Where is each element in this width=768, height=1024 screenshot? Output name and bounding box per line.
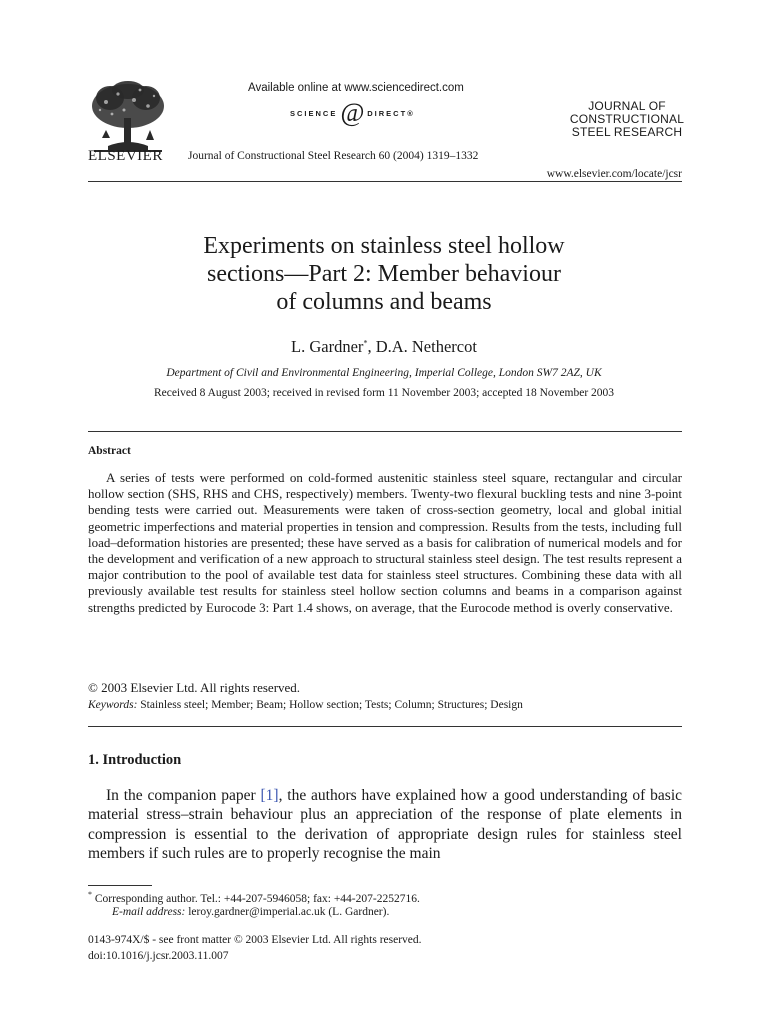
journal-citation: Journal of Constructional Steel Research 60 (2004) 1319–1332: [188, 150, 479, 162]
title-line: Experiments on stainless steel hollow: [203, 233, 565, 259]
email-address[interactable]: leroy.gardner@imperial.ac.uk (L. Gardner).: [188, 906, 390, 918]
footnote-rule: [88, 885, 152, 886]
keywords-list: Stainless steel; Member; Beam; Hollow section; Tests; Column; Structures; Design: [140, 699, 523, 711]
journal-name-line: CONSTRUCTIONAL: [569, 112, 685, 126]
keywords: [88, 699, 523, 711]
doi-line[interactable]: doi:10.1016/j.jcsr.2003.11.007: [88, 950, 229, 962]
journal-name-line: JOURNAL OF: [588, 99, 666, 113]
intro-text: , the authors have explained how a good understanding of basic material stress–strain behaviour plus an appreciation of the response of plate elements in compression is essential to the derivation of appropriate design rules for stainless steel members if such rules are to properly recognise the main: [88, 787, 682, 862]
available-online-text: Available online at www.sciencedirect.com: [248, 82, 464, 94]
affiliation: Department of Civil and Environmental Engineering, Imperial College, London SW7 2AZ, UK: [166, 367, 602, 379]
title-line: of columns and beams: [276, 289, 492, 315]
author-name: L. Gardner: [291, 337, 364, 356]
abstract-copyright: © 2003 Elsevier Ltd. All rights reserved.: [88, 680, 301, 695]
intro-text: In the companion paper: [106, 787, 261, 804]
corresponding-mark[interactable]: *: [363, 338, 368, 348]
footnote-corresponding: [88, 890, 420, 905]
journal-url[interactable]: www.elsevier.com/locate/jcsr: [546, 168, 682, 180]
sd-registered-mark: ®: [407, 108, 415, 118]
footnote-mark: *: [88, 890, 92, 899]
footnote-text: Corresponding author. Tel.: +44-207-5946058; fax: +44-207-2252716.: [94, 892, 420, 905]
abstract-heading: Abstract: [88, 445, 131, 457]
author-separator: ,: [367, 337, 376, 356]
header-rule: [88, 181, 682, 182]
intro-paragraph: [88, 786, 682, 863]
sciencedirect-logo: [290, 100, 415, 126]
authors: [100, 337, 668, 357]
issn-line: 0143-974X/$ - see front matter © 2003 Elsevier Ltd. All rights reserved.: [88, 934, 422, 946]
publisher-name: ELSEVIER: [88, 148, 163, 164]
sd-right-word: DIRECT: [367, 108, 408, 118]
title-line: sections—Part 2: Member behaviour: [207, 261, 561, 287]
abstract-text: A series of tests were performed on cold-formed austenitic stainless steel square, rectangular and circular hollow section (SHS, RHS and CHS, respectively) members. Twenty-two flexural buckling tests and nine 3-point bending tests were carried out. Measurements were taken of cross-section geometry, local and global initial geometric imperfections and material properties in tension and compression. Results from the tests, including full load–deformation histories are presented; these have served as a basis for calibration of numerical models and for the development and verification of a new approach to structural stainless steel design. The test results represent a major contribution to the pool of available test data for stainless steel structures. Combining these data with all previously available test results for stainless steel hollow section columns and beams in a comparison against strengths predicted by Eurocode 3: Part 1.4 shows, on average, that the Eurocode method is overly conservative.: [88, 470, 682, 615]
sd-left-word: SCIENCE: [290, 108, 338, 118]
footnote-email: [112, 906, 389, 918]
article-title: [100, 232, 668, 316]
keywords-label: Keywords:: [88, 699, 138, 711]
section-heading: 1. Introduction: [88, 752, 182, 768]
sd-at-icon: @: [340, 98, 365, 127]
abstract-bottom-rule: [88, 726, 682, 727]
email-label: E-mail address:: [112, 906, 186, 918]
reference-link[interactable]: [1]: [260, 787, 279, 804]
received-dates: Received 8 August 2003; received in revised form 11 November 2003; accepted 18 November 2003: [153, 387, 615, 399]
abstract-top-rule: [88, 431, 682, 432]
journal-name-line: STEEL RESEARCH: [571, 125, 683, 139]
journal-name-block: [552, 100, 702, 139]
author-name: D.A. Nethercot: [375, 337, 477, 356]
